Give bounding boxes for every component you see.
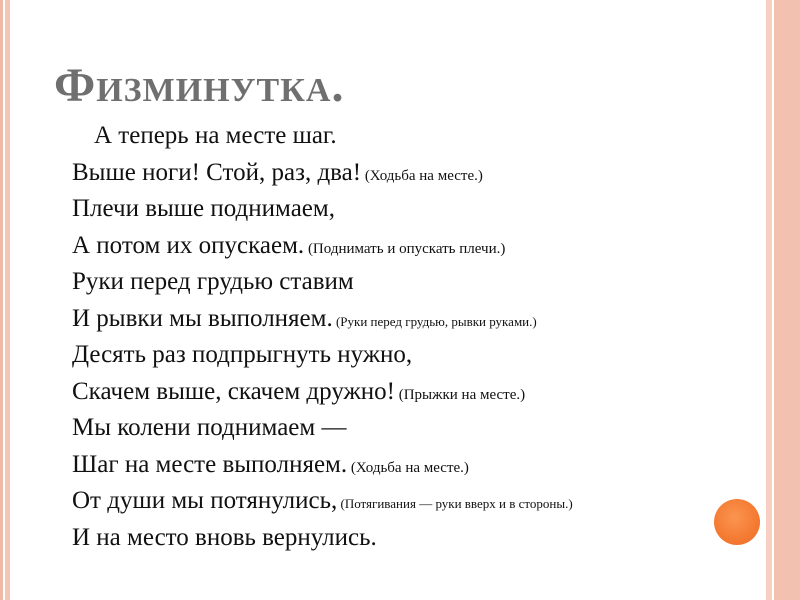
poem-line [72, 374, 573, 411]
line-text: Плечи выше поднимаем, [72, 195, 335, 222]
line-text: От души мы потянулись, [72, 487, 338, 514]
poem-line [72, 118, 573, 155]
line-text: Руки перед грудью ставим [72, 268, 354, 295]
poem-line [72, 264, 573, 301]
line-text: Десять раз подпрыгнуть нужно, [72, 341, 413, 368]
line-text: Скачем выше, скачем дружно! [72, 377, 395, 405]
poem-line [72, 410, 573, 447]
right-border-decoration [760, 0, 800, 600]
line-note: (Ходьба на месте.) [347, 459, 469, 476]
poem-line [72, 228, 573, 265]
line-text: И на место вновь вернулись. [72, 523, 377, 551]
poem-line [72, 483, 573, 520]
left-border-decoration [0, 0, 10, 600]
poem-line [72, 155, 573, 192]
line-note: (Ходьба на месте.) [361, 167, 483, 184]
line-text: Мы колени поднимаем — [72, 414, 347, 441]
line-note: (Потягивания — руки вверх и в стороны.) [337, 496, 573, 511]
poem-line [72, 447, 573, 484]
poem-line [72, 337, 573, 374]
poem-line [72, 301, 573, 338]
slide-title: Физминутка. [54, 59, 345, 112]
line-text: А потом их опускаем. [72, 231, 305, 259]
line-text: Шаг на месте выполняем. [72, 450, 348, 478]
poem-line [72, 520, 573, 557]
line-note: (Поднимать и опускать плечи.) [304, 240, 506, 257]
line-note: (Прыжки на месте.) [394, 386, 526, 403]
poem-text [72, 118, 573, 556]
line-text: Выше ноги! Стой, раз, два! [72, 158, 362, 186]
line-text: А теперь на месте шаг. [94, 122, 337, 149]
orange-circle-decoration [714, 499, 760, 545]
line-text: И рывки мы выполняем. [72, 304, 333, 332]
poem-line [72, 191, 573, 228]
line-note: (Руки перед грудью, рывки руками.) [332, 313, 537, 329]
